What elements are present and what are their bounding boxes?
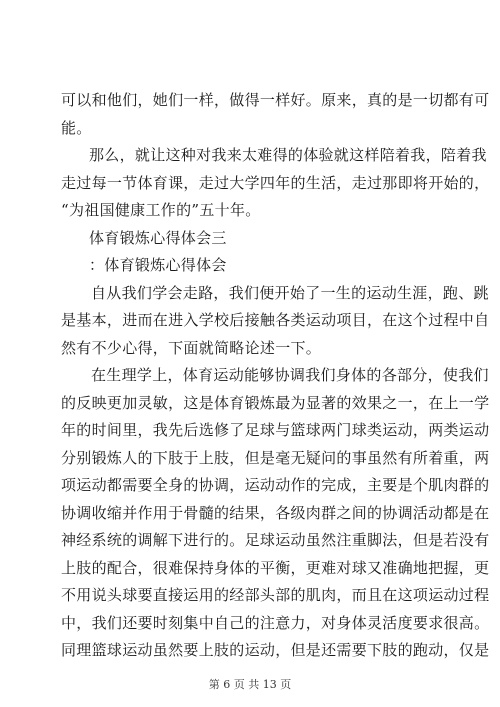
section-subheading: ：体育锻炼心得体会: [89, 256, 227, 274]
text-line: “为祖国健康工作的”五十年。: [61, 201, 261, 219]
text-line: 走过每一节体育课，走过大学四年的生活，走过那即将开始的，: [61, 173, 490, 192]
text-line: 在生理学上，体育运动能够协调我们身体的各部分，使我们: [91, 366, 489, 384]
text-line: 能。: [61, 118, 92, 137]
text-line: 神经系统的调解下进行的。足球运动虽然注重脚法，但是若没有: [61, 531, 490, 549]
text-line: 同理篮球运动虽然要上肢的运动，但是还需要下肢的跑动，仅是: [61, 641, 490, 659]
text-line: 然有不少心得，下面就简略论述一下。: [61, 338, 322, 357]
text-line: 自从我们学会走路，我们便开始了一生的运动生涯，跑、跳: [91, 283, 489, 302]
text-line: 上肢的配合，很难保持身体的平衡，更难对球又准确地把握，更: [61, 558, 490, 577]
text-line: 中，我们还要时刻集中自己的注意力，对身体灵活度要求很高。: [61, 613, 490, 632]
text-line: 可以和他们，她们一样，做得一样好。原来，真的是一切都有可: [61, 91, 490, 109]
text-line: 的反映更加灵敏，这是体育锻炼最为显著的效果之一，在上一学: [61, 393, 490, 412]
text-line: 年的时间里，我先后选修了足球与篮球两门球类运动，两类运动: [61, 421, 490, 439]
text-line: 那么，就让这种对我来太难得的体验就这样陪着我，陪着我: [89, 146, 487, 164]
page-footer: 第 6 页 共 13 页: [208, 678, 292, 691]
text-line: 项运动都需要全身的协调，运动动作的完成，主要是个肌肉群的: [61, 476, 490, 494]
text-line: 分别锻炼人的下肢于上肢，但是毫无疑问的事虽然有所着重，两: [61, 448, 490, 467]
text-line: 不用说头球要直接运用的经部头部的肌肉，而且在这项运动过程: [61, 586, 490, 604]
text-line: 是基本，进而在进入学校后接触各类运动项目，在这个过程中自: [61, 311, 490, 329]
text-line: 协调收缩并作用于骨髓的结果，各级肉群之间的协调活动都是在: [61, 503, 490, 522]
section-heading: 体育锻炼心得体会三: [89, 228, 227, 247]
body-text: [61, 87, 490, 665]
